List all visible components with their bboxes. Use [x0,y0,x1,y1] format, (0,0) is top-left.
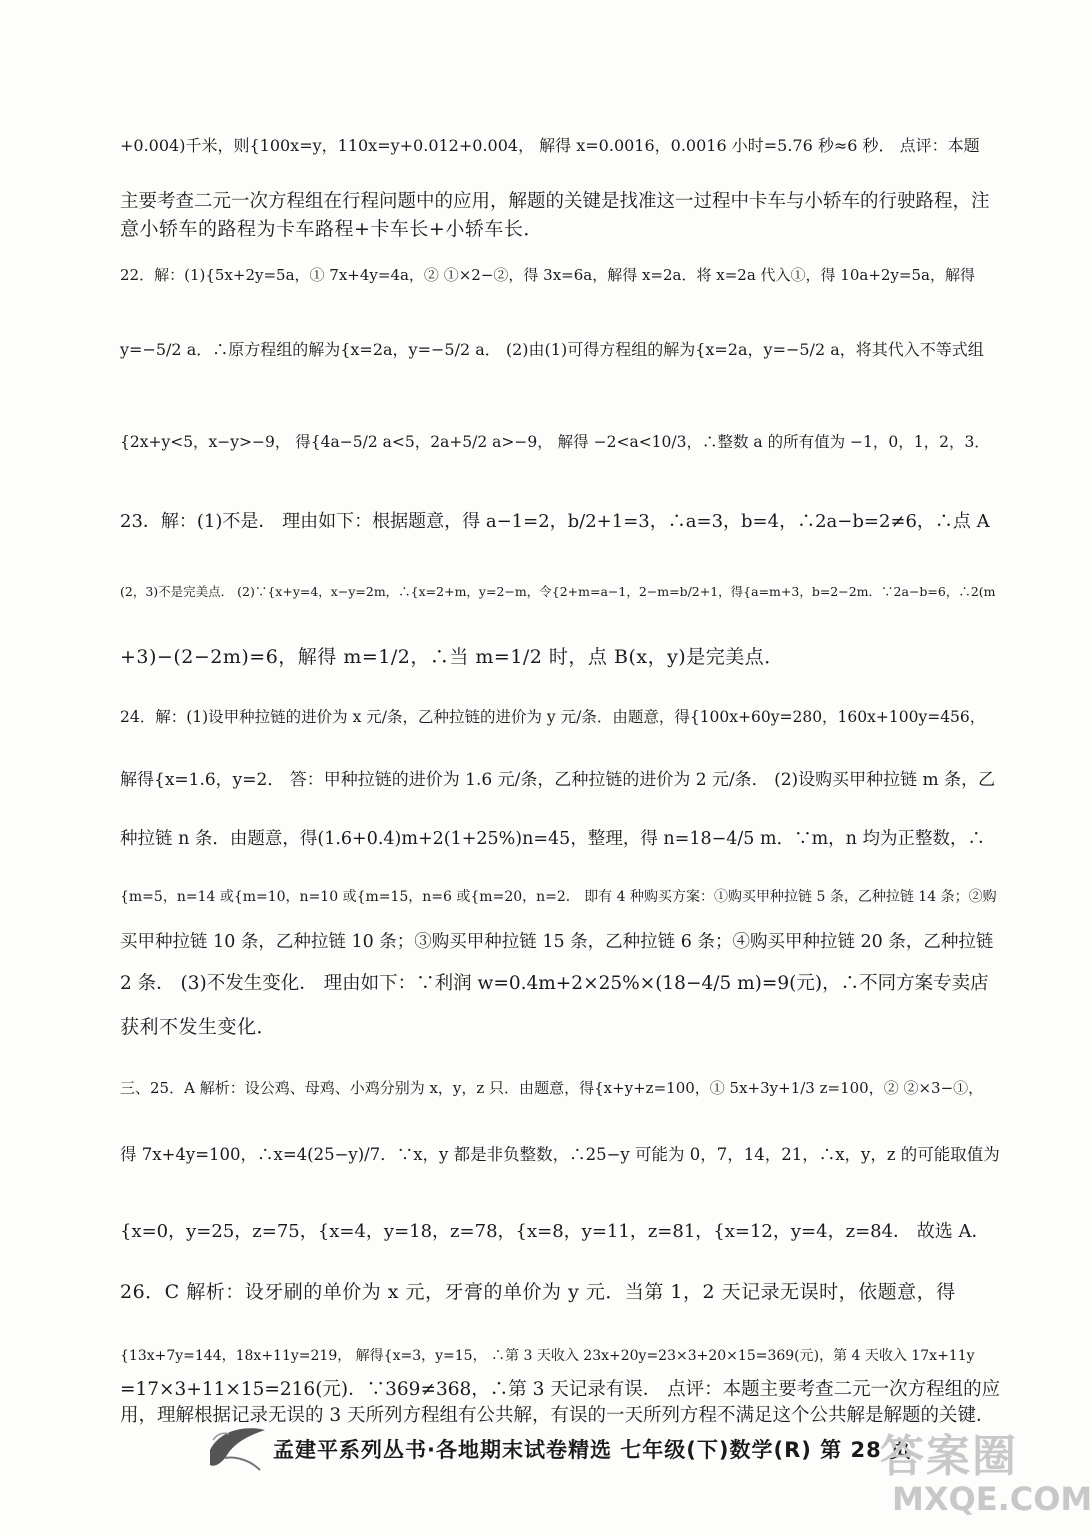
text-line: 26．C 解析：设牙刷的单价为 x 元，牙膏的单价为 y 元．当第 1，2 天记录无误时，依题意，得 [120,1281,956,1303]
text-line: (2，3)不是完美点． (2)∵{x+y=4，x−y=2m，∴{x=2+m，y=2−m，令{2+m=a−1，2−m=b/2+1，得{a=m+3，b=2−2m．∵2a−b=6，∴2(m [120,584,996,599]
watermark-title: 答案圈 [880,1431,1018,1482]
text-line: 得 7x+4y=100，∴x=4(25−y)/7．∵x，y 都是非负整数，∴25−y 可能为 0，7，14，21，∴x，y，z 的可能取值为 [120,1145,1000,1164]
text-line: {m=5，n=14 或{m=10，n=10 或{m=15，n=6 或{m=20，n=2． 即有 4 种购买方案：①购买甲种拉链 5 条，乙种拉链 14 条；②购 [120,889,997,905]
text-line: 种拉链 n 条．由题意，得(1.6+0.4)m+2(1+25%)n=45，整理，得 n=18−4/5 m．∵m，n 均为正整数，∴ [120,829,985,849]
text-line: 22．解：(1){5x+2y=5a，① 7x+4y=4a，② ①×2−②，得 3x=6a，解得 x=2a．将 x=2a 代入①，得 10a+2y=5a，解得 [120,266,975,284]
text-line: 24．解：(1)设甲种拉链的进价为 x 元/条，乙种拉链的进价为 y 元/条．由题意，得{100x+60y=280，160x+100y=456， [120,708,986,726]
bird-logo-icon [205,1420,270,1479]
watermark [870,1420,1092,1530]
footer-text: 孟建平系列丛书·各地期末试卷精选 七年级(下)数学(R) 第 28 页 [273,1438,913,1462]
text-line: 买甲种拉链 10 条，乙种拉链 10 条；③购买甲种拉链 15 条，乙种拉链 6 条；④购买甲种拉链 20 条，乙种拉链 [120,932,994,952]
text-line: 三、25．A 解析：设公鸡、母鸡、小鸡分别为 x，y，z 只．由题意，得{x+y+z=100，① 5x+3y+1/3 z=100，② ②×3−①， [120,1079,984,1097]
text-line: 主要考查二元一次方程组在行程问题中的应用，解题的关键是找准这一过程中卡车与小轿车的行驶路程，注 [120,191,990,212]
text-line: 意小轿车的路程为卡车路程+卡车长+小轿车长． [120,218,543,240]
text-line: {13x+7y=144，18x+11y=219， 解得{x=3，y=15， ∴第 3 天收入 23x+20y=23×3+20×15=369(元)，第 4 天收入 17x+11y [120,1348,975,1364]
text-line: +3)−(2−2m)=6，解得 m=1/2，∴当 m=1/2 时，点 B(x，y)是完美点． [120,646,784,668]
text-line: 解得{x=1.6，y=2． 答：甲种拉链的进价为 1.6 元/条，乙种拉链的进价为 2 元/条． (2)设购买甲种拉链 m 条，乙 [120,770,996,790]
text-line: {x=0，y=25，z=75，{x=4，y=18，z=78，{x=8，y=11，z=81，{x=12，y=4，z=84． 故选 A． [120,1221,990,1242]
text-line: 2 条． (3)不发生变化． 理由如下：∵利润 w=0.4m+2×25%×(18−4/5 m)=9(元)，∴不同方案专卖店 [120,973,989,994]
text-line: y=−5/2 a．∴原方程组的解为{x=2a，y=−5/2 a． (2)由(1)可得方程组的解为{x=2a，y=−5/2 a，将其代入不等式组 [120,340,984,359]
text-line: 获利不发生变化． [120,1016,277,1038]
text-line: 用，理解根据记录无误的 3 天所列方程组有公共解，有误的一天所列方程不满足这个公共解是解题的关键． [120,1405,995,1426]
text-line: +0.004)千米，则{100x=y，110x=y+0.012+0.004， 解得 x=0.0016，0.0016 小时=5.76 秒≈6 秒． 点评：本题 [120,136,980,155]
text-line: =17×3+11×15=216(元)．∵369≠368，∴第 3 天记录有误． 点评：本题主要考查二元一次方程组的应 [120,1379,1001,1400]
text-line: {2x+y<5，x−y>−9， 得{4a−5/2 a<5，2a+5/2 a>−9， 解得 −2<a<10/3，∴整数 a 的所有值为 −1，0，1，2，3． [120,433,990,451]
page-footer [0,1418,1092,1536]
text-line: 23．解：(1)不是． 理由如下：根据题意，得 a−1=2，b/2+1=3，∴a=3，b=4，∴2a−b=2≠6，∴点 A [120,511,990,532]
watermark-url: MXQE.COM [892,1480,1092,1518]
